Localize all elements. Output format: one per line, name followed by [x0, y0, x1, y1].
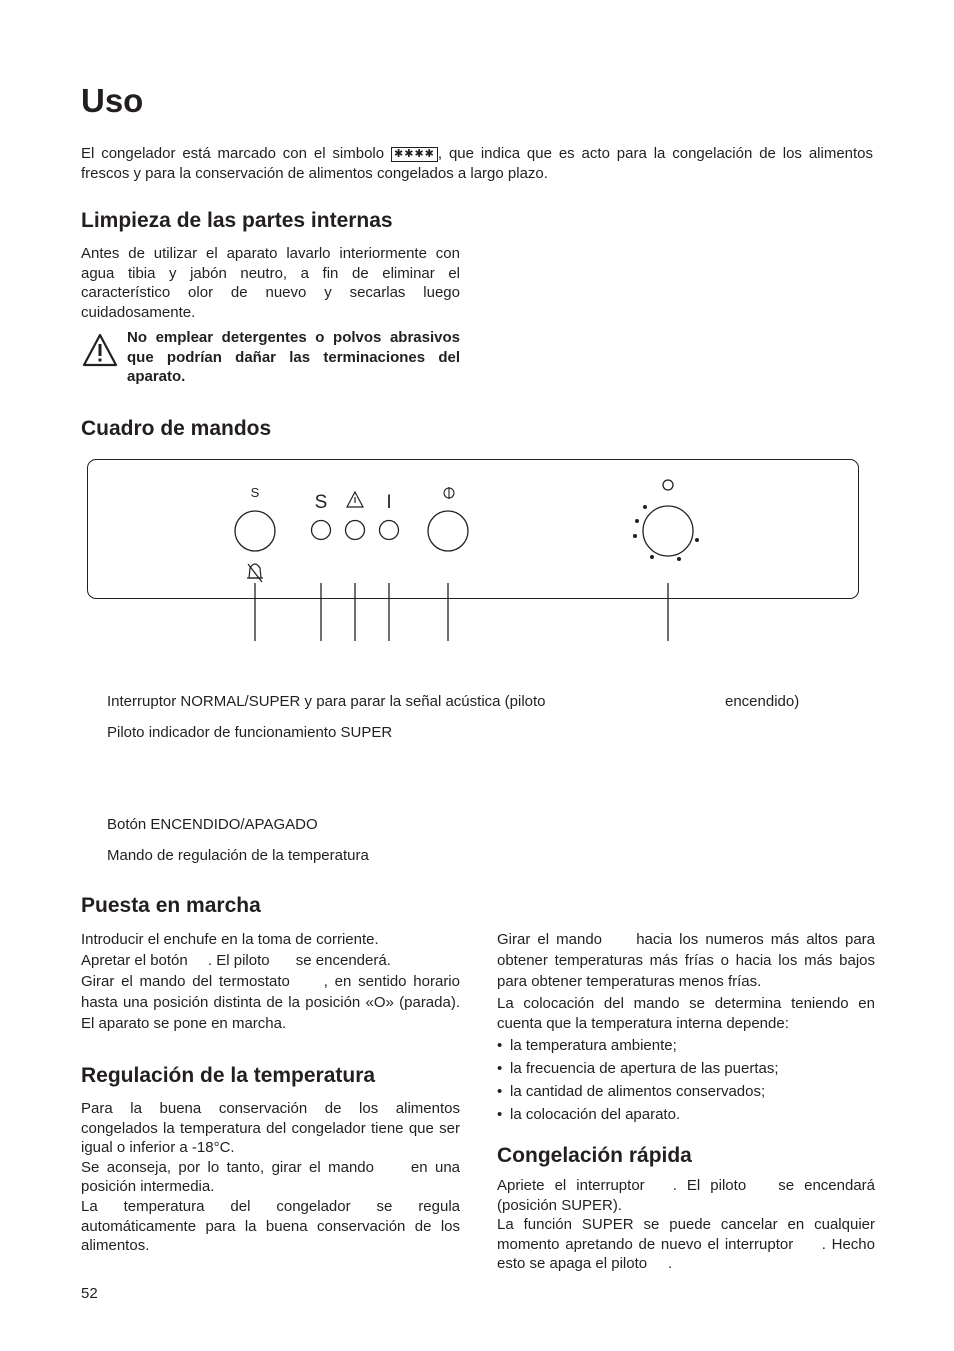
startup-body [81, 929, 465, 1034]
right-p2: La colocación del mando se determina teniendo en cuenta que la temperatura interna depende: [497, 995, 875, 1032]
on-off-button [428, 511, 468, 551]
cleaning-body: Antes de utilizar el aparato lavarlo interiormente con agua tibia y jabón neutro, a fin de eliminar el característico olor de nuevo y secarlas luego cuidadosamente. [81, 245, 460, 321]
knob-off-mark [663, 480, 673, 490]
super-pilot-label: S [314, 492, 328, 513]
right-column-body [497, 929, 875, 1127]
power-pilot-light [380, 521, 399, 540]
power-pilot-label: I [386, 492, 392, 513]
intro-paragraph [81, 144, 873, 183]
intro-text-after: , que indica que es acto para la congelación de los alimentos frescos y para la conservación de alimentos congelados a largo plazo. [81, 145, 874, 182]
cleaning-warning: No emplear detergentes o polvos abrasivos que podrían dañar las terminaciones del aparato. [127, 329, 460, 385]
regulation-body [81, 1099, 460, 1256]
legend-switch-text: Interruptor NORMAL/SUPER y para parar la señal acústica (piloto [107, 693, 546, 710]
legend-item-on-off: Botón ENCENDIDO/APAGADO [107, 816, 318, 833]
temperature-knob [643, 506, 693, 556]
regulation-p3: La temperatura del congelador se regula automáticamente para la buena conservación de los alimentos. [81, 1197, 460, 1255]
power-icon [444, 487, 454, 499]
startup-line-1: Introducir el enchufe en la toma de corriente. [81, 931, 379, 948]
startup-line-3: Girar el mando del termostato , en sentido horario hasta una posición distinta de la posición «O» (parada). El aparato se pone en marcha. [81, 973, 465, 1032]
regulation-p2: Se aconseja, por lo tanto, girar el mando en una posición intermedia. [81, 1158, 460, 1196]
super-pilot-light [312, 521, 331, 540]
switch-label: S [250, 485, 260, 500]
fast-freeze-heading: Congelación rápida [497, 1144, 692, 1167]
startup-heading: Puesta en marcha [81, 894, 261, 917]
legend-item-switch [107, 692, 867, 711]
right-p1: Girar el mando hacia los numeros más altos para obtener temperaturas más frías o hacia los más bajos para obtener temperaturas menos frías. [497, 931, 875, 990]
fast-freeze-body [497, 1176, 880, 1274]
temperature-factors-list [497, 1035, 875, 1125]
list-item: • la cantidad de alimentos conservados; [497, 1081, 875, 1102]
alarm-pilot-light [346, 521, 365, 540]
legend-switch-tail: encendido) [725, 693, 800, 710]
regulation-heading: Regulación de la temperatura [81, 1064, 376, 1087]
control-panel-diagram [0, 440, 954, 650]
list-item: • la frecuencia de apertura de las puertas; [497, 1058, 875, 1079]
four-star-symbol: ✱✱✱✱ [391, 147, 438, 162]
cleaning-heading: Limpieza de las partes internas [81, 209, 393, 232]
alarm-off-bell-icon [247, 564, 263, 582]
fast-freeze-p1: Apriete el interruptor . El piloto se encendará (posición SUPER). [497, 1177, 875, 1214]
intro-text-before: El congelador está marcado con el simbolo [81, 145, 385, 162]
list-item: • la temperatura ambiente; [497, 1035, 875, 1056]
regulation-p1: Para la buena conservación de los alimentos congelados la temperatura del congelador tiene que ser igual o inferior a -18°C. [81, 1100, 460, 1157]
alarm-warning-icon [347, 492, 363, 507]
fast-freeze-p2: La función SUPER se puede cancelar en cualquier momento apretando de nuevo el interruptor . Hecho esto se apaga el piloto . [497, 1216, 880, 1273]
controls-heading: Cuadro de mandos [81, 417, 272, 440]
warning-triangle-icon [82, 333, 118, 367]
startup-line-2: Apretar el botón . El piloto se encenderá. [81, 952, 391, 969]
legend-item-super-pilot: Piloto indicador de funcionamiento SUPER [107, 724, 393, 741]
legend-item-knob: Mando de regulación de la temperatura [107, 847, 369, 864]
page-number: 52 [81, 1285, 98, 1302]
normal-super-switch [235, 511, 275, 551]
page-title: Uso [81, 82, 144, 119]
list-item: • la colocación del aparato. [497, 1104, 875, 1125]
